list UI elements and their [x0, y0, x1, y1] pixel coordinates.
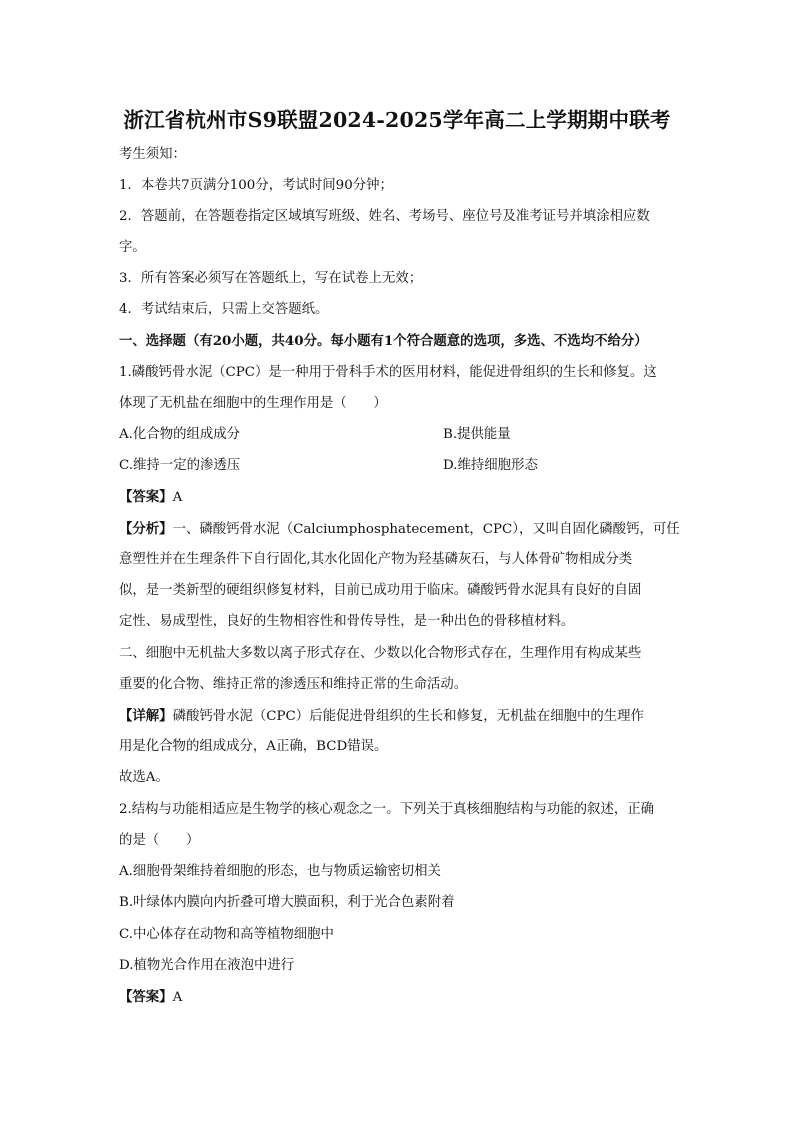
notice-item: 2．答题前，在答题卷指定区域填写班级、姓名、考场号、座位号及准考证号并填涂相应数 [119, 209, 650, 224]
notice-item: 1．本卷共7页满分100分，考试时间90分钟； [119, 178, 393, 193]
analysis-text: 定性、易成型性，良好的生物相容性和骨传导性，是一种出色的骨移植材料。 [119, 614, 575, 629]
analysis-line [119, 520, 680, 539]
notice-item: 4．考试结束后，只需上交答题纸。 [119, 302, 329, 317]
conclusion-text: 故选A。 [119, 770, 169, 785]
detail-tag: 【详解】 [119, 708, 173, 724]
analysis-text: 意塑性并在生理条件下自行固化,其水化固化产物为羟基磷灰石，与人体骨矿物相成分类 [119, 552, 633, 567]
detail-line [119, 707, 644, 726]
option-c: C.维持一定的渗透压 [119, 458, 241, 473]
option-a: A.化合物的组成成分 [119, 427, 241, 442]
option-d: D.植物光合作用在液泡中进行 [119, 958, 295, 973]
analysis-text: 似，是一类新型的硬组织修复材料，目前已成功用于临床。磷酸钙骨水泥具有良好的自固 [119, 583, 642, 598]
option-b: B.叶绿体内膜向内折叠可增大膜面积，利于光合色素附着 [119, 895, 455, 910]
analysis-text: 重要的化合物、维持正常的渗透压和维持正常的生命活动。 [119, 677, 468, 692]
analysis-tag: 【分析】 [119, 521, 173, 537]
question-stem: 1.磷酸钙骨水泥（CPC）是一种用于骨科手术的医用材料，能促进骨组织的生长和修复。这 [119, 365, 657, 380]
answer-tag: 【答案】 [119, 489, 173, 505]
question-stem: 的是（ ） [119, 833, 200, 848]
detail-text: 用是化合物的组成成分，A正确，BCD错误。 [119, 739, 388, 754]
notice-item: 3．所有答案必须写在答题纸上，写在试卷上无效； [119, 271, 423, 286]
question-stem: 2.结构与功能相适应是生物学的核心观念之一。下列关于真核细胞结构与功能的叙述，正确 [119, 802, 655, 817]
section-heading: 一、选择题（有20小题，共40分。每小题有1个符合题意的选项，多选、不选均不给分） [119, 333, 648, 349]
analysis-text: 二、细胞中无机盐大多数以离子形式存在、少数以化合物形式存在，生理作用有构成某些 [119, 646, 642, 661]
answer-value: A [172, 990, 183, 1005]
answer-value: A [172, 490, 183, 505]
notice-heading: 考生须知： [119, 147, 186, 162]
option-d: D.维持细胞形态 [443, 458, 538, 473]
analysis-text: 一、磷酸钙骨水泥（Calciumphosphatecement，CPC），又叫自固化磷酸钙，可任 [172, 522, 680, 537]
answer-line [119, 488, 182, 507]
option-c: C.中心体存在动物和高等植物细胞中 [119, 927, 334, 942]
answer-tag: 【答案】 [119, 989, 173, 1005]
question-stem: 体现了无机盐在细胞中的生理作用是（ ） [119, 396, 387, 411]
option-b: B.提供能量 [443, 427, 511, 442]
notice-item: 字。 [119, 240, 146, 255]
answer-line [119, 988, 182, 1007]
detail-text: 磷酸钙骨水泥（CPC）后能促进骨组织的生长和修复，无机盐在细胞中的生理作 [172, 709, 644, 724]
option-a: A.细胞骨架维持着细胞的形态，也与物质运输密切相关 [119, 864, 441, 879]
page-title: 浙江省杭州市S9联盟2024-2025学年高二上学期期中联考 [123, 108, 671, 132]
